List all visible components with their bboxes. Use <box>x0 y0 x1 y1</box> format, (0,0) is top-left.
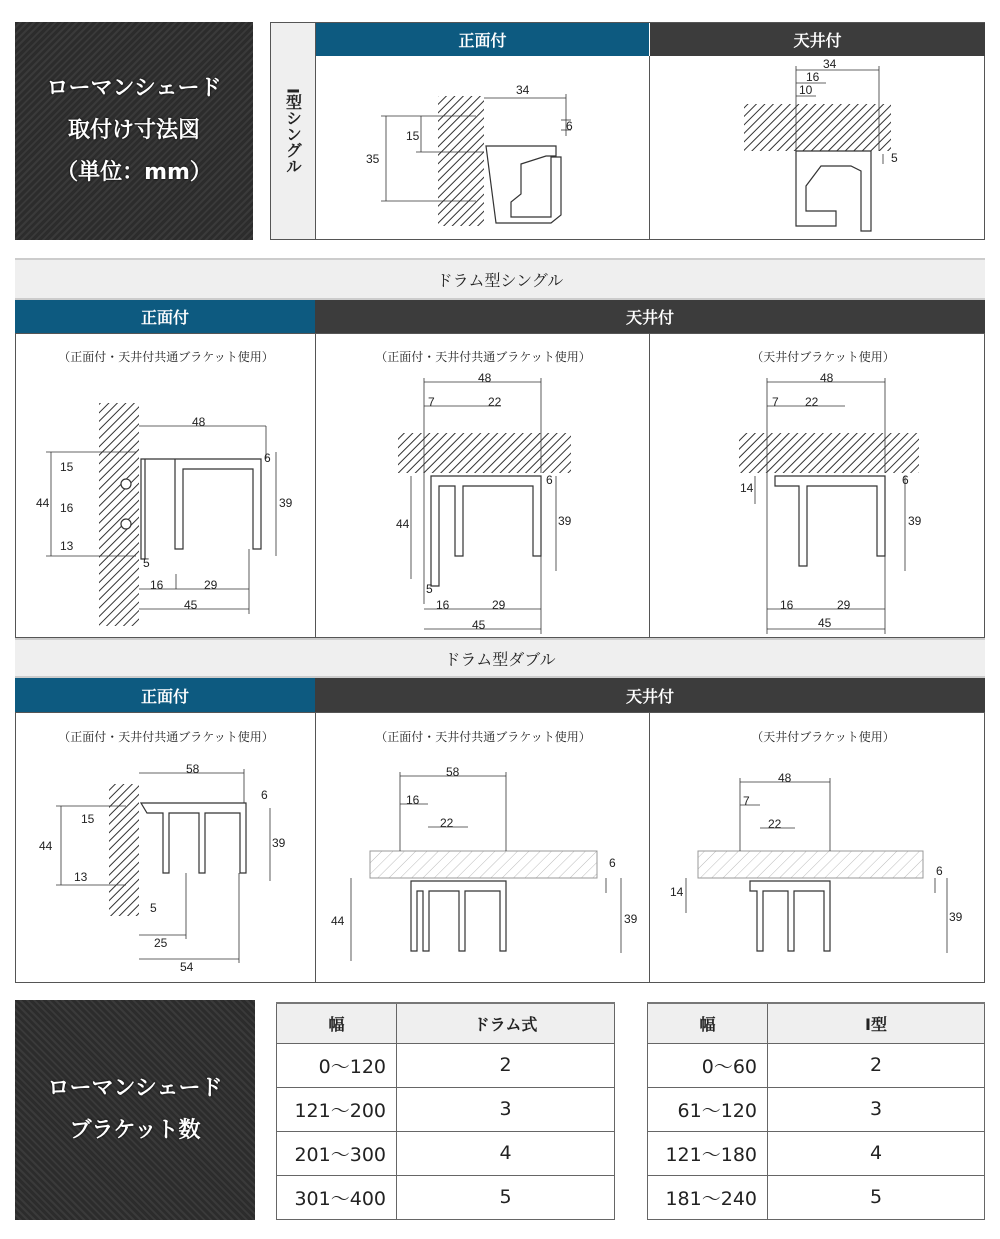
dim-label: 25 <box>154 936 168 950</box>
table-row <box>648 1043 985 1087</box>
dim-label: 16 <box>406 793 420 807</box>
i-single-label: I型シングル <box>271 23 316 239</box>
dim-label: 39 <box>272 836 286 850</box>
dim-label: 39 <box>908 514 922 528</box>
dim-label: 5 <box>143 556 150 570</box>
drum-double-ceiling-shared-diagram <box>315 712 650 983</box>
count-cell: 4 <box>768 1131 985 1175</box>
dim-label: 15 <box>60 460 74 474</box>
diagram-note: （正面付・天井付共通ブラケット使用） <box>58 350 274 364</box>
title-line-1: ローマンシェード <box>46 76 222 101</box>
dim-label: 29 <box>837 598 851 612</box>
table-row <box>648 1087 985 1131</box>
count-cell: 3 <box>397 1087 615 1131</box>
dim-label: 16 <box>806 70 820 84</box>
diagram-note: （天井付ブラケット使用） <box>751 730 895 744</box>
count-cell: 4 <box>397 1131 615 1175</box>
dim-label: 39 <box>949 910 963 924</box>
dim-label: 48 <box>478 371 492 385</box>
dim-label: 16 <box>60 501 74 515</box>
title-line-2: 取付け寸法図 <box>67 118 200 143</box>
i-single-ceiling-diagram <box>651 56 986 239</box>
bracket-line-1: ローマンシェード <box>47 1076 223 1101</box>
drum-single-title: ドラム型シングル <box>15 258 985 300</box>
col-header: I型 <box>768 1003 985 1043</box>
dim-label: 22 <box>768 817 782 831</box>
count-cell: 5 <box>768 1175 985 1219</box>
drum-double-ceiling-header: 天井付 <box>315 678 985 712</box>
width-cell: 0～60 <box>648 1043 768 1087</box>
diagram-note: （正面付・天井付共通ブラケット使用） <box>375 730 591 744</box>
dim-label: 44 <box>396 517 410 531</box>
count-cell: 3 <box>768 1087 985 1131</box>
diagram-note: （天井付ブラケット使用） <box>751 350 895 364</box>
table-row <box>648 1131 985 1175</box>
dim-label: 10 <box>799 83 813 97</box>
dim-label: 6 <box>936 864 943 878</box>
dim-label: 48 <box>778 771 792 785</box>
count-cell: 2 <box>768 1043 985 1087</box>
dim-label: 5 <box>891 151 898 165</box>
dim-label: 6 <box>902 473 909 487</box>
dim-label: 13 <box>60 539 74 553</box>
diagram-note: （正面付・天井付共通ブラケット使用） <box>58 730 274 744</box>
bracket-count-box <box>15 1000 255 1220</box>
table-row <box>277 1175 615 1219</box>
col-header: ドラム式 <box>397 1003 615 1043</box>
dim-label: 5 <box>426 582 433 596</box>
col-header: 幅 <box>277 1003 397 1043</box>
drum-bracket-table <box>276 1002 615 1220</box>
i-single-ceiling-header: 天井付 <box>650 23 985 56</box>
width-cell: 121～200 <box>277 1087 397 1131</box>
dim-label: 15 <box>406 129 420 143</box>
dim-label: 45 <box>184 598 198 612</box>
dim-label: 5 <box>150 901 157 915</box>
dim-label: 14 <box>740 481 754 495</box>
drum-double-ceiling-diagram <box>649 712 985 983</box>
table-row <box>277 1087 615 1131</box>
dim-label: 35 <box>366 152 380 166</box>
dim-label: 22 <box>805 395 819 409</box>
i-single-front-header: 正面付 <box>316 23 649 56</box>
dim-label: 39 <box>624 912 638 926</box>
i-single-front-diagram <box>316 56 649 239</box>
dim-label: 16 <box>780 598 794 612</box>
dim-label: 6 <box>261 788 268 802</box>
drum-single-front-diagram <box>15 333 316 638</box>
drum-single-ceiling-diagram <box>649 333 985 638</box>
count-cell: 2 <box>397 1043 615 1087</box>
dim-label: 45 <box>472 618 486 632</box>
dim-label: 13 <box>74 870 88 884</box>
dim-label: 48 <box>192 415 206 429</box>
i-single-panel <box>270 22 985 240</box>
dim-label: 6 <box>566 119 573 133</box>
dim-label: 16 <box>436 598 450 612</box>
dim-label: 6 <box>546 473 553 487</box>
dim-label: 45 <box>818 616 832 630</box>
drum-double-title: ドラム型ダブル <box>15 638 985 678</box>
dim-label: 16 <box>150 578 164 592</box>
table-row <box>648 1175 985 1219</box>
drum-single-ceiling-shared-diagram <box>315 333 650 638</box>
dim-label: 39 <box>558 514 572 528</box>
width-cell: 301～400 <box>277 1175 397 1219</box>
width-cell: 0～120 <box>277 1043 397 1087</box>
drum-single-ceiling-header: 天井付 <box>315 300 985 333</box>
bracket-line-2: ブラケット数 <box>69 1118 201 1143</box>
dim-label: 15 <box>81 812 95 826</box>
dim-label: 22 <box>488 395 502 409</box>
dim-label: 48 <box>820 371 834 385</box>
dim-label: 22 <box>440 816 454 830</box>
title-line-3: （単位：mm） <box>56 160 212 185</box>
dim-label: 58 <box>186 762 200 776</box>
dim-label: 29 <box>492 598 506 612</box>
table-row <box>277 1043 615 1087</box>
dim-label: 44 <box>39 839 53 853</box>
dim-label: 6 <box>609 856 616 870</box>
dim-label: 7 <box>743 794 750 808</box>
drum-double-front-diagram <box>15 712 316 983</box>
dim-label: 29 <box>204 578 218 592</box>
table-row <box>277 1131 615 1175</box>
drum-single-front-header: 正面付 <box>15 300 315 333</box>
dim-label: 7 <box>428 395 435 409</box>
title-box <box>15 22 253 240</box>
dim-label: 44 <box>331 914 345 928</box>
dim-label: 39 <box>279 496 293 510</box>
i-bracket-table <box>647 1002 985 1220</box>
dim-label: 34 <box>823 57 837 71</box>
count-cell: 5 <box>397 1175 615 1219</box>
dim-label: 44 <box>36 496 50 510</box>
width-cell: 61～120 <box>648 1087 768 1131</box>
col-header: 幅 <box>648 1003 768 1043</box>
dim-label: 58 <box>446 765 460 779</box>
width-cell: 121～180 <box>648 1131 768 1175</box>
width-cell: 181～240 <box>648 1175 768 1219</box>
dim-label: 54 <box>180 960 194 974</box>
drum-double-front-header: 正面付 <box>15 678 315 712</box>
dim-label: 34 <box>516 83 530 97</box>
diagram-note: （正面付・天井付共通ブラケット使用） <box>375 350 591 364</box>
dim-label: 6 <box>264 451 271 465</box>
width-cell: 201～300 <box>277 1131 397 1175</box>
dim-label: 7 <box>772 395 779 409</box>
dim-label: 14 <box>670 885 684 899</box>
